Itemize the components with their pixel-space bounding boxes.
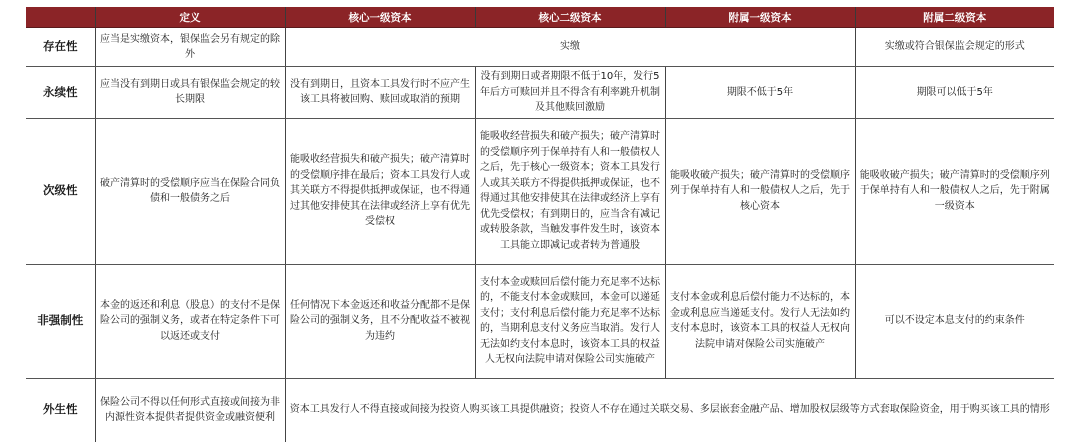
table-row-externality xyxy=(26,378,1054,442)
cell-definition: 本金的返还和利息（股息）的支付不是保险公司的强制义务，或者在特定条件下可以返还或支付 xyxy=(95,264,285,378)
header-supp-tier2: 附属二级资本 xyxy=(855,7,1054,28)
cell-supp-tier2: 可以不设定本息支付的约束条件 xyxy=(855,264,1054,378)
cell-core-tier2: 能吸收经营损失和破产损失；破产清算时的受偿顺序列于保单持有人和一般债权人之后，先于核心一级资本；资本工具发行人或其关联方不得提供抵押或保证，也不得通过其他安排使其在法律或经济上享有优先受偿权；有到期日的，应当含有减记或转股条款，当触发事件发生时，该资本工具能立即减记或者转为普通股 xyxy=(475,118,665,264)
header-core-tier2: 核心二级资本 xyxy=(475,7,665,28)
cell-core-to-supp2-merged: 资本工具发行人不得直接或间接为投资人购买该工具提供融资；投资人不存在通过关联交易、多层嵌套金融产品、增加股权层级等方式套取保险资金，用于购买该工具的情形 xyxy=(285,378,1054,442)
header-definition: 定义 xyxy=(95,7,285,28)
cell-supp-tier1: 支付本金或利息后偿付能力不达标的，本金或利息应当递延支付。发行人无法如约支付本息时，该资本工具的权益人无权向法院申请对保险公司实施破产 xyxy=(665,264,855,378)
header-row xyxy=(26,7,1054,28)
row-label: 次级性 xyxy=(26,118,95,264)
header-core-tier1: 核心一级资本 xyxy=(285,7,475,28)
header-supp-tier1: 附属一级资本 xyxy=(665,7,855,28)
row-label: 永续性 xyxy=(26,67,95,119)
row-label: 外生性 xyxy=(43,402,78,417)
table-row-permanence xyxy=(26,67,1054,119)
table-row-non-mandatory xyxy=(26,264,1054,378)
table-row-subordination xyxy=(26,118,1054,264)
cell-definition: 应当是实缴资本，银保监会另有规定的除外 xyxy=(95,28,285,67)
cell-core-tier1: 任何情况下本金返还和收益分配都不是保险公司的强制义务，且不分配收益不被视为违约 xyxy=(285,264,475,378)
cell-definition: 破产清算时的受偿顺序应当在保险合同负债和一般债务之后 xyxy=(95,118,285,264)
cell-definition: 保险公司不得以任何形式直接或间接为非内源性资本提供者提供资金或融资便利 xyxy=(95,378,285,442)
cell-core-tier1: 没有到期日，且资本工具发行时不应产生该工具将被回购、赎回或取消的预期 xyxy=(285,67,475,119)
cell-core-to-supp1-merged: 实缴 xyxy=(285,28,855,67)
cell-supp-tier1: 期限不低于5年 xyxy=(665,67,855,119)
cell-supp-tier2: 能吸收破产损失；破产清算时的受偿顺序列于保单持有人和一般债权人之后，先于附属一级资本 xyxy=(855,118,1054,264)
cell-supp-tier2: 期限可以低于5年 xyxy=(855,67,1054,119)
table-row-existence xyxy=(26,28,1054,67)
cell-supp-tier1: 能吸收破产损失；破产清算时的受偿顺序列于保单持有人和一般债权人之后，先于核心资本 xyxy=(665,118,855,264)
capital-comparison-table xyxy=(26,7,1054,442)
cell-core-tier2: 支付本金或赎回后偿付能力充足率不达标的，不能支付本金或赎回，本金可以递延支付；支付利息后偿付能力充足率不达标的，当期利息支付义务应当取消。发行人无法如约支付本息时，该资本工具的权益人无权向法院申请对保险公司实施破产 xyxy=(475,264,665,378)
cell-definition: 应当没有到期日或具有银保监会规定的较长期限 xyxy=(95,67,285,119)
row-label: 存在性 xyxy=(26,28,95,67)
cell-core-tier2: 没有到期日或者期限不低于10年，发行5年后方可赎回并且不得含有利率跳升机制及其他赎回激励 xyxy=(475,67,665,119)
row-label: 非强制性 xyxy=(26,264,95,378)
header-corner xyxy=(26,7,95,28)
cell-core-tier1: 能吸收经营损失和破产损失；破产清算时的受偿顺序排在最后；资本工具发行人或其关联方不得提供抵押或保证，也不得通过其他安排使其在法律或经济上享有优先受偿权 xyxy=(285,118,475,264)
capital-comparison-table-container xyxy=(26,7,1054,442)
cell-supp-tier2: 实缴或符合银保监会规定的形式 xyxy=(855,28,1054,67)
